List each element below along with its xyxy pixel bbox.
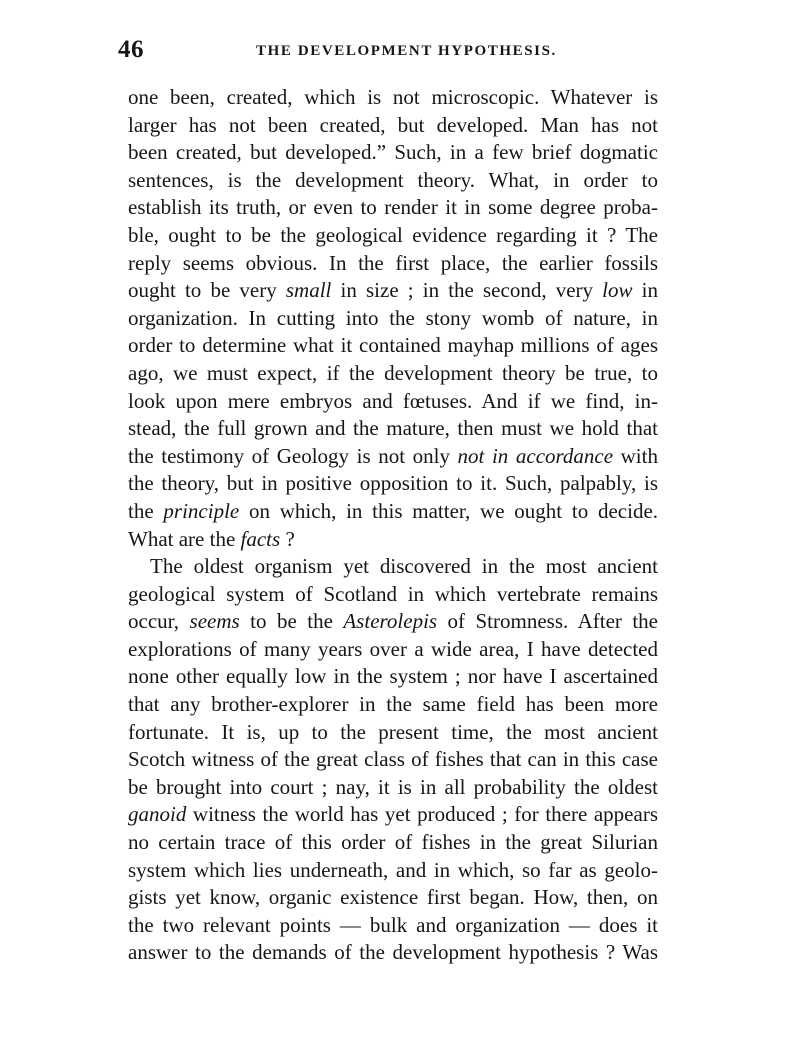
- body-text: [128, 84, 658, 967]
- text-line: [128, 553, 658, 581]
- text-segment: answer to the demands of the development hypothesis ? Was: [128, 940, 658, 965]
- text-line: [128, 691, 658, 719]
- text-segment: establish its truth, or even to render it in some degree proba-: [128, 195, 658, 220]
- text-segment: order to determine what it contained mayhap millions of ages: [128, 333, 658, 358]
- text-line: [128, 857, 658, 885]
- text-segment: on which, in this matter, we ought to decide.: [239, 498, 659, 523]
- text-segment: the: [128, 498, 164, 523]
- text-line: [128, 415, 658, 443]
- italic-text: principle: [163, 498, 240, 523]
- text-line: [128, 526, 658, 554]
- italic-text: not in accordance: [457, 443, 614, 468]
- text-segment: ?: [280, 526, 295, 551]
- text-segment: ble, ought to be the geological evidence regarding it ? The: [128, 222, 658, 247]
- text-segment: The oldest organism yet discovered in the most ancient: [150, 554, 658, 579]
- text-segment: What are the: [128, 526, 241, 551]
- text-segment: with: [613, 443, 658, 468]
- text-segment: witness the world has yet produced ; for there appears: [186, 802, 658, 827]
- text-segment: Scotch witness of the great class of fishes that can in this case: [128, 747, 658, 772]
- text-segment: larger has not been created, but developed. Man has not: [128, 112, 658, 137]
- text-segment: organization. In cutting into the stony womb of nature, in: [128, 305, 658, 330]
- text-line: [128, 222, 658, 250]
- italic-text: facts: [240, 526, 281, 551]
- italic-text: Asterolepis: [343, 609, 438, 634]
- text-segment: gists yet know, organic existence first began. How, then, on: [128, 885, 658, 910]
- text-segment: to be the: [239, 609, 344, 634]
- text-line: [128, 912, 658, 940]
- italic-text: seems: [189, 609, 240, 634]
- text-segment: in size ; in the second, very: [331, 278, 603, 303]
- text-segment: sentences, is the development theory. What, in order to: [128, 167, 658, 192]
- text-line: [128, 388, 658, 416]
- text-line: [128, 746, 658, 774]
- text-line: [128, 884, 658, 912]
- text-segment: the theory, but in positive opposition to it. Such, palpably, is: [128, 471, 658, 496]
- text-line: [128, 608, 658, 636]
- text-line: [128, 277, 658, 305]
- italic-text: small: [285, 278, 332, 303]
- text-segment: of Stromness. After the: [437, 609, 658, 634]
- text-segment: occur,: [128, 609, 190, 634]
- running-head: [118, 36, 658, 66]
- text-segment: be brought into court ; nay, it is in all probability the oldest: [128, 774, 658, 799]
- text-segment: been created, but developed.” Such, in a few brief dogmatic: [128, 140, 658, 165]
- text-segment: geological system of Scotland in which vertebrate remains: [128, 581, 658, 606]
- text-line: [128, 470, 658, 498]
- text-line: [128, 112, 658, 140]
- text-segment: explorations of many years over a wide area, I have detected: [128, 636, 658, 661]
- text-segment: the testimony of Geology is not only: [128, 443, 458, 468]
- text-segment: that any brother-explorer in the same field has been more: [128, 692, 658, 717]
- text-line: [128, 443, 658, 471]
- text-line: [128, 801, 658, 829]
- text-line: [128, 581, 658, 609]
- text-line: [128, 332, 658, 360]
- text-segment: no certain trace of this order of fishes in the great Silurian: [128, 830, 658, 855]
- text-segment: one been, created, which is not microscopic. Whatever is: [128, 85, 658, 109]
- text-line: [128, 360, 658, 388]
- italic-text: ganoid: [128, 802, 187, 827]
- text-segment: the two relevant points — bulk and organization — does it: [128, 912, 658, 937]
- italic-text: low: [602, 278, 633, 303]
- text-segment: look upon mere embryos and fœtuses. And if we find, in-: [128, 388, 658, 413]
- text-line: [128, 829, 658, 857]
- text-line: [128, 139, 658, 167]
- text-line: [128, 84, 658, 112]
- text-segment: ought to be very: [128, 278, 286, 303]
- text-line: [128, 719, 658, 747]
- text-line: [128, 250, 658, 278]
- running-title: THE DEVELOPMENT HYPOTHESIS.: [256, 43, 557, 59]
- text-line: [128, 636, 658, 664]
- text-segment: fortunate. It is, up to the present time, the most ancient: [128, 719, 658, 744]
- text-line: [128, 774, 658, 802]
- text-segment: none other equally low in the system ; nor have I ascertained: [128, 664, 658, 689]
- text-line: [128, 939, 658, 967]
- text-segment: stead, the full grown and the mature, then must we hold that: [128, 416, 658, 441]
- text-line: [128, 498, 658, 526]
- text-line: [128, 167, 658, 195]
- text-line: [128, 305, 658, 333]
- text-segment: in: [632, 278, 658, 303]
- text-line: [128, 194, 658, 222]
- text-segment: ago, we must expect, if the development theory be true, to: [128, 360, 658, 385]
- text-segment: reply seems obvious. In the first place, the earlier fossils: [128, 250, 658, 275]
- text-segment: system which lies underneath, and in which, so far as geolo-: [128, 857, 658, 882]
- text-line: [128, 663, 658, 691]
- page-number: 46: [118, 36, 144, 63]
